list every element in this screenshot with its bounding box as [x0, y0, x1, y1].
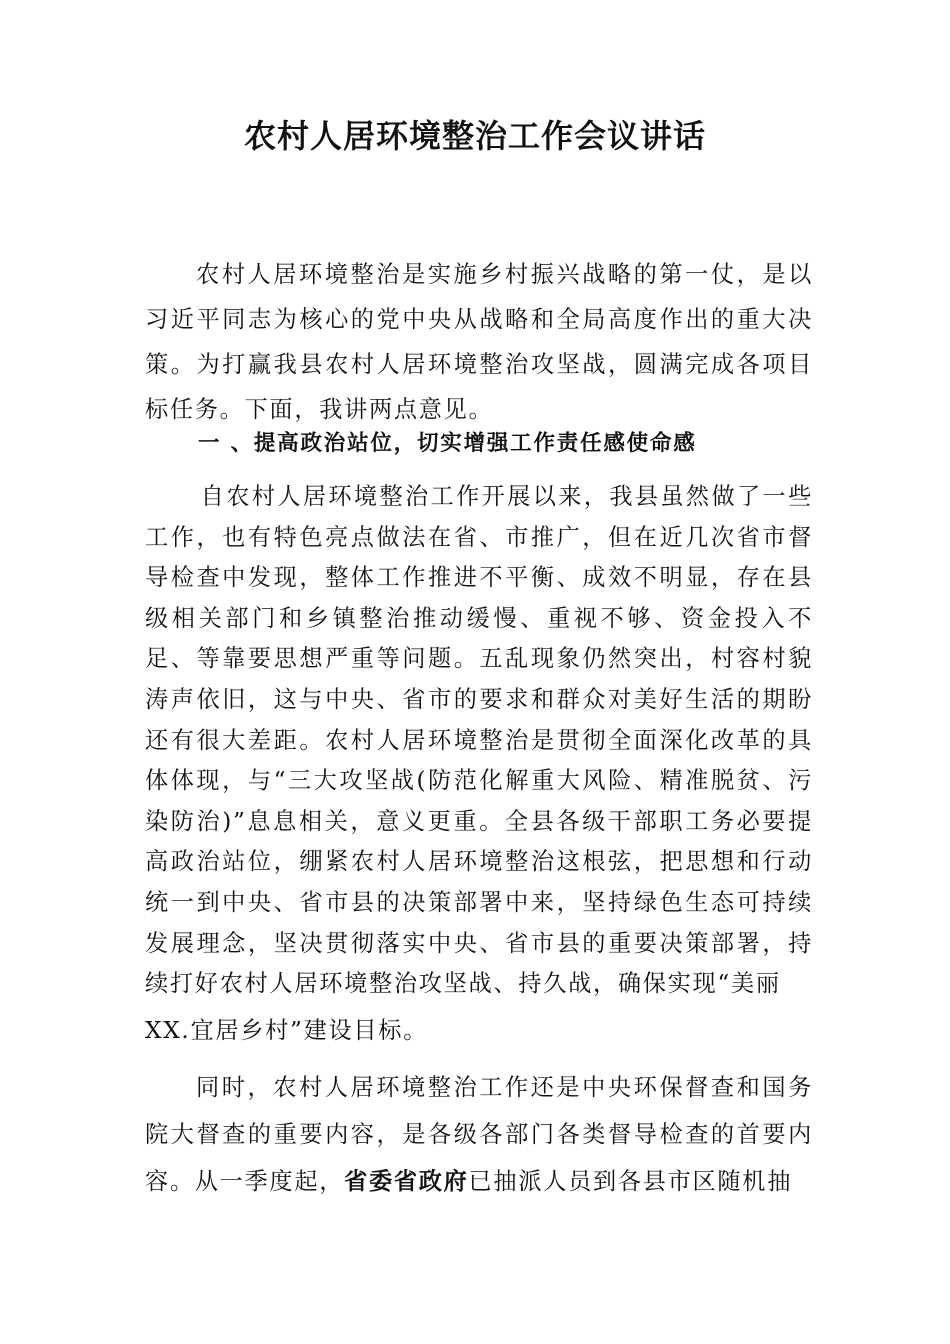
section-1-paragraph-1-tail: XX.宜居乡村”建设目标。: [145, 1016, 429, 1044]
paragraph-2-text-part1: 同时，农村人居环境整治工作还是中央环保督查和国务院大督查的重要内容，是各级各部门各类督导检查的首要内容。从一季度起，: [145, 1074, 813, 1195]
intro-paragraph: 农村人居环境整治是实施乡村振兴战略的第一仗，是以习近平同志为核心的党中央从战略和全局高度作出的重大决策。为打赢我县农村人居环境整治攻坚战，圆满完成各项目标任务。下面，我讲两点意见。: [145, 261, 813, 423]
section-1-paragraph-1: [145, 477, 813, 1051]
section-1-paragraph-1-text: 自农村人居环境整治工作开展以来，我县虽然做了一些工作，也有特色亮点做法在省、市推广，但在近几次省市督导检查中发现，整体工作推进不平衡、成效不明显，存在县级相关部门和乡镇整治推动缓慢、重视不够、资金投入不足、等靠要思想严重等问题。五乱现象仍然突出，村容村貌涛声依旧，这与中央、省市的要求和群众对美好生活的期盼还有很大差距。农村人居环境整治是贯彻全面深化改革的具体体现，与“三大攻坚战(防范化解重大风险、精准脱贫、污染防治)”息息相关，意义更重。全县各级干部职工务必要提高政治站位，绷紧农村人居环境整治这根弦，把思想和行动统一到中央、省市县的决策部署中来，坚持绿色生态可持续发展理念，坚决贯彻落实中央、省市县的重要决策部署，持续打好农村人居环境整治攻坚战、持久战，确保实现“美丽: [145, 483, 813, 998]
paragraph-2-bold-text: 省委省政府: [344, 1168, 469, 1195]
section-1-paragraph-2: [145, 1064, 813, 1205]
paragraph-2-text-part2: 已抽派人员到各县市区随机抽: [468, 1168, 793, 1195]
section-heading-1: 一 、提高政治站位，切实增强工作责任感使命感: [198, 431, 697, 456]
document-title: 农村人居环境整治工作会议讲话: [243, 117, 706, 155]
